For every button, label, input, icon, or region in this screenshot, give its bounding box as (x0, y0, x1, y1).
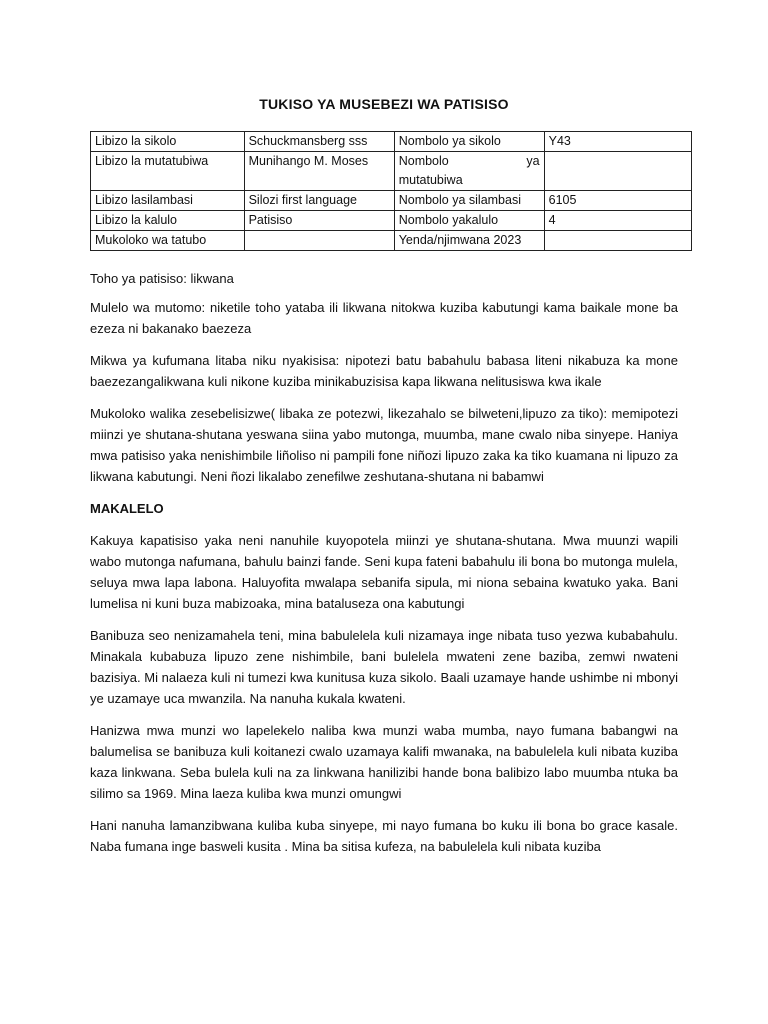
table-cell: Silozi first language (244, 191, 394, 211)
table-cell: Libizo lasilambasi (91, 191, 245, 211)
table-cell-split (394, 152, 544, 191)
topic-line: Toho ya patisiso: likwana (90, 271, 234, 286)
paragraph: Kakuya kapatisiso yaka neni nanuhile kuyopotela miinzi ye shutana-shutana. Mwa muunzi wapili wabo mutonga nafumana, bahulu bainzi fande. Seni kupa fateni babahulu ili bona bo mutonga mulela, seluya mwa lapa labona. Haluyofita mwalapa sebanifa sipula, mi niona sebaina kwatuko yaka. Bani lumelisa ni kuni buza mabizoaka, mina bataluseza ona kabutungi (90, 533, 678, 611)
table-cell (244, 231, 394, 251)
section-heading: MAKALELO (90, 501, 164, 516)
table-cell: Libizo la mutatubiwa (91, 152, 245, 191)
split-label-right: ya (526, 154, 540, 168)
paragraph: Mukoloko walika zesebelisizwe( libaka ze potezwi, likezahalo se bilweteni,lipuzo za tiko): memipotezi miinzi ye shutana-shutana yeswana siina yabo mutonga, muumba, mane cwalo niba sinyepe. Haniya mwa patisiso yaka nenishimbile liñoliso ni pampili fone niñozi lipuzo zaka ka tiko kuamana ni lipuzo za likwana kabutungi. Neni ñozi likalabo zenefilwe zeshutana-shutana ni babamwi (90, 406, 678, 484)
split-label-line (399, 152, 540, 171)
page-title: TUKISO YA MUSEBEZI WA PATISISO (259, 96, 509, 112)
table-cell: Nombolo ya sikolo (394, 132, 544, 152)
table-row (91, 191, 692, 211)
table-cell (544, 231, 691, 251)
table-cell: Y43 (544, 132, 691, 152)
paragraph: Hani nanuha lamanzibwana kuliba kuba sinyepe, mi nayo fumana bo kuku ili bona bo grace kasale. Naba fumana inge basweli kusita . Mina ba sitisa kufeza, na babulelela kuli nibata kuziba (90, 818, 678, 854)
table-cell: Nombolo yakalulo (394, 211, 544, 231)
table-row (91, 152, 692, 191)
table-cell: 6105 (544, 191, 691, 211)
table-cell: Nombolo ya silambasi (394, 191, 544, 211)
document-body (90, 268, 678, 868)
table-cell: Yenda/njimwana 2023 (394, 231, 544, 251)
split-label-left: Nombolo (398, 154, 449, 168)
table-cell: Mukoloko wa tatubo (91, 231, 245, 251)
paragraph: Mikwa ya kufumana litaba niku nyakisisa: nipotezi batu babahulu babasa liteni nikabuza ka mone baezezangalikwana kuli nikone kuziba minikabuzisisa kapa likwana nelitusiswa kwa ikale (90, 353, 678, 389)
paragraph: Mulelo wa mutomo: niketile toho yataba ili likwana nitokwa kuziba kabutungi kama baikale mone ba ezeza ni bakanako baezeza (90, 300, 678, 336)
table-cell (544, 152, 691, 191)
table-cell: Munihango M. Moses (244, 152, 394, 191)
paragraph: Banibuza seo nenizamahela teni, mina babulelela kuli nizamaya inge nibata tuso yezwa kubabahulu. Minakala kubabuza lipuzo zene nishimbile, bani bulelela mwateni zene baziba, zemwi nwateni bazisiya. Mi nalaeza kuli ni tumezi kwa kunitusa kuza sikolo. Baali uzamaye hande ushimbe ni mbonyi ye uzamaye uca mwanzila. Na nanuha kukala kwateni. (90, 628, 678, 706)
split-label-rest: mutatubiwa (398, 173, 463, 187)
table-row (91, 231, 692, 251)
table-cell: Patisiso (244, 211, 394, 231)
table-cell: Libizo la kalulo (91, 211, 245, 231)
table-row (91, 132, 692, 152)
table-row (91, 211, 692, 231)
table-cell: Schuckmansberg sss (244, 132, 394, 152)
table-cell: 4 (544, 211, 691, 231)
table-cell: Libizo la sikolo (91, 132, 245, 152)
paragraph: Hanizwa mwa munzi wo lapelekelo naliba kwa munzi waba mumba, nayo fumana babangwi na balumelisa se banibuza kuli koitanezi cwalo uzamaya kalifi mwanaka, na babulelela kuli nibata kuziba kaza linkwana. Seba bulela kuli na za linkwana hanilizibi hande bona balibizo labo muumba ntuka ba silimo sa 1969. Mina laeza kuliba kwa munzi omungwi (90, 723, 678, 801)
info-table (90, 131, 692, 251)
